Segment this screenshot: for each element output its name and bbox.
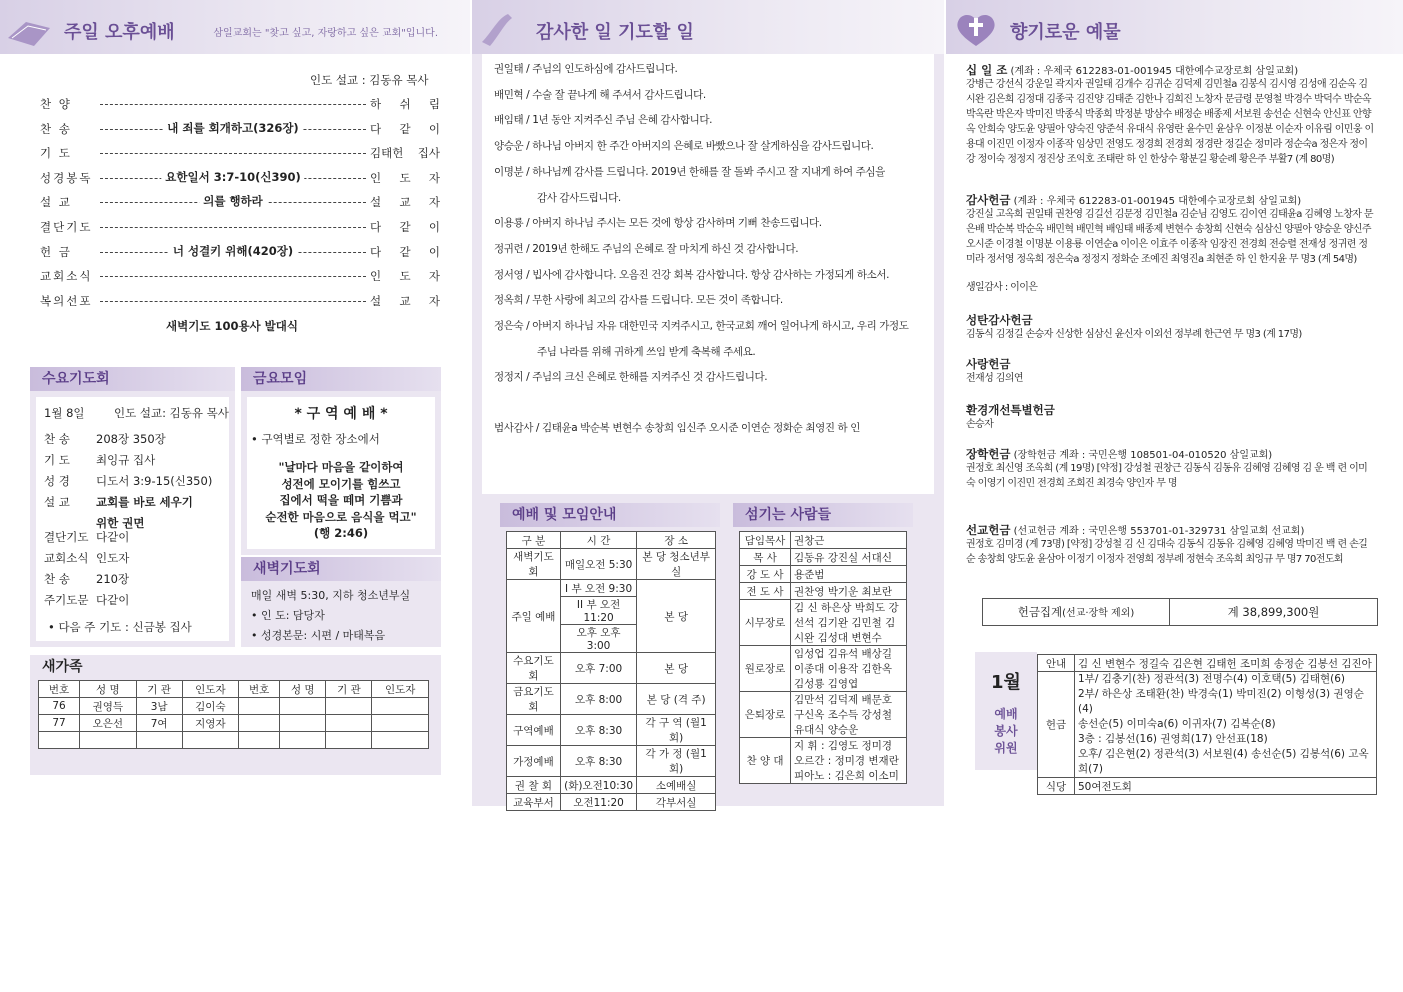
offering-title: [966, 356, 1010, 372]
table-header: 성 명: [280, 681, 326, 698]
table-cell: 각 가 정 (월1회): [637, 746, 716, 777]
offering-title: [966, 446, 1272, 462]
offering-name: 장학헌금: [966, 447, 1011, 461]
order-middle: 너 성결키 위해(420장): [169, 243, 297, 259]
duty-offering: [1075, 672, 1377, 778]
wed-next: • 다음 주 기도 : 신금봉 집사: [48, 620, 192, 634]
friday-box: [241, 367, 441, 555]
table-cell: [136, 732, 182, 749]
table-cell: [372, 732, 429, 749]
table-cell: 지영자: [182, 715, 238, 732]
table-cell: [280, 732, 326, 749]
heart-cross-icon: [952, 8, 1000, 48]
dawn-title: 새벽기도회: [241, 557, 441, 581]
order-row: [40, 219, 440, 235]
order-row: [40, 121, 440, 137]
table-row: [740, 738, 907, 784]
table-cell: [372, 715, 429, 732]
wed-key: 주기도문: [44, 593, 89, 607]
table-cell: [326, 715, 372, 732]
duty-meal: 50여전도회: [1075, 778, 1377, 795]
table-row: [507, 777, 716, 794]
offering-line: 송선순(5) 이미숙a(6) 이귀자(7) 김복순(8): [1078, 718, 1276, 730]
offering-names: 권정호 최신영 조옥희 (계 19명) [약정] 강성철 권창근 김동식 김동유 김혜영 김혜영 김 운 백 련 이미숙 이영기 이진민 전경희 조희진 최경숙 양인자 무 명: [966, 463, 1368, 489]
wed-key: 기 도: [44, 453, 70, 467]
offering-title: [966, 62, 1298, 78]
offering-account: (계좌 : 우체국 612283-01-001945 대한예수교장로회 삼일교회): [1010, 196, 1302, 207]
table-cell: 가정예배: [507, 746, 561, 777]
order-label: 찬 양: [40, 97, 72, 111]
table-row: [740, 566, 907, 583]
offering-names: 손승자: [966, 419, 994, 430]
dawn-line: • 인 도: 담당자: [251, 609, 325, 622]
order-dash: [100, 275, 366, 277]
servant-names: 용준범: [791, 566, 907, 583]
table-cell: [239, 732, 280, 749]
table-header: 인도자: [372, 681, 429, 698]
offering-total: [982, 598, 1378, 626]
table-cell: 구역예배: [507, 715, 561, 746]
verse-line: "날마다 마음을 같이하여: [278, 460, 404, 474]
service-leader: 인도 설교 : 김동유 목사: [310, 73, 429, 87]
order-dash: [100, 194, 366, 209]
verse-line: 집에서 떡을 떼며 기쁨과: [279, 493, 403, 507]
table-row: [740, 692, 907, 738]
table-row: [39, 698, 429, 715]
thanks-item: 정옥희 / 무한 사랑에 최고의 감사를 드립니다. 모든 것이 족합니다.: [494, 294, 783, 307]
table-cell: 각부서실: [637, 794, 716, 811]
wed-date: 1월 8일: [44, 406, 85, 420]
offering-name: 십 일 조: [966, 63, 1008, 77]
order-label: 복의선포: [40, 293, 93, 308]
servant-names: 지 휘 : 김영도 정미경 오르간 : 정미경 변재란 피아노 : 김은희 이소미: [791, 738, 907, 784]
table-header: 시 간: [560, 532, 636, 549]
verse-line: (행 2:46): [313, 526, 369, 540]
servant-names: 권찬영 박기운 최보란: [791, 583, 907, 600]
wed-value: 인도자: [96, 551, 130, 565]
offering-account: (장학헌금 계좌 : 국민은행 108501-04-010520 삼일교회): [1010, 450, 1273, 461]
order-right: 다 같 이: [370, 244, 440, 259]
wed-key: 결단기도: [44, 530, 89, 544]
offering-name: 사랑헌금: [966, 357, 1011, 371]
servant-names: 김만석 김덕제 배문호 구신옥 조수득 강성철 유대식 양승운: [791, 692, 907, 738]
duty-table: [1037, 654, 1377, 795]
thanks-item: 배임태 / 1년 동안 지켜주신 주님 은혜 감사합니다.: [494, 114, 713, 127]
table-cell: 새벽기도회: [507, 549, 561, 580]
thanks-item: 이용룡 / 아버지 하나님 주시는 모든 것에 항상 감사하며 기뻐 찬송드립니다.: [494, 217, 822, 230]
wed-value: 최잉규 집사: [96, 453, 156, 467]
table-cell: 매일오전 5:30: [560, 549, 636, 580]
wed-value: 210장: [96, 572, 130, 586]
table-cell: [39, 732, 80, 749]
order-dash: [100, 152, 366, 154]
table-header: 장 소: [637, 532, 716, 549]
order-right: 하 쉬 림: [370, 97, 440, 111]
table-cell: [239, 715, 280, 732]
guide-table: [506, 531, 716, 811]
table-cell: 각 구 역 (월1회): [637, 715, 716, 746]
servant-role: 강 도 사: [740, 566, 791, 583]
duty-box: [975, 652, 1037, 770]
wed-value: 위한 권면: [96, 516, 145, 530]
table-cell: 본 당: [637, 580, 716, 653]
table-cell: 권영득: [80, 698, 136, 715]
order-dash: [100, 120, 366, 135]
dawn-event: 새벽기도 100용사 발대식: [166, 319, 298, 333]
table-cell: [182, 732, 238, 749]
table-row: [1038, 672, 1377, 778]
table-header: 기 관: [136, 681, 182, 698]
order-label: 결단기도: [40, 220, 93, 234]
table-header: 구 분: [507, 532, 561, 549]
guide-box: [500, 503, 720, 809]
table-row: [507, 532, 716, 549]
total-label: 헌금집계: [1017, 605, 1063, 619]
thanks-item: 배민혁 / 수술 잘 끝나게 해 주셔서 감사드립니다.: [494, 88, 706, 101]
table-row: [507, 715, 716, 746]
table-row: [1038, 778, 1377, 795]
duty-month: 1월: [991, 672, 1021, 693]
table-cell: 오후 8:30: [560, 746, 636, 777]
table-row: [507, 746, 716, 777]
offering-account: (선교헌금 계좌 : 국민은행 553701-01-329731 삼일교회 선교회): [1010, 526, 1305, 537]
order-right: 인 도 자: [370, 170, 440, 185]
table-row: [507, 580, 716, 597]
order-right: 다 같 이: [370, 220, 440, 234]
order-row: [40, 145, 440, 161]
table-row: [39, 732, 429, 749]
servant-names: 권창근: [791, 532, 907, 549]
verse-line: 성전에 모이기를 힘쓰고: [281, 476, 401, 491]
table-cell: 수요기도회: [507, 653, 561, 684]
friday-place: • 구역별로 정한 장소에서: [251, 432, 380, 446]
servants-box: [733, 503, 913, 782]
servant-role: 담임목사: [740, 532, 791, 549]
order-label: 설 교: [40, 195, 72, 210]
offering-name: 환경개선특별헌금: [966, 403, 1055, 417]
offering-title: [966, 312, 1033, 328]
table-header: 번호: [239, 681, 280, 698]
servant-names: 임성업 김유석 배상길 이종대 이용작 김한옥 김성룡 김영엽: [791, 646, 907, 692]
friday-heading: * 구 역 예 배 *: [294, 406, 388, 422]
sunday-header: [0, 0, 470, 54]
servant-role: 찬 양 대: [740, 738, 791, 784]
duty-label: 헌금: [1038, 672, 1075, 778]
offering-line: 2부/ 하은상 조태환(찬) 박경숙(1) 박미진(2) 이형성(3) 권영순(4): [1078, 688, 1364, 715]
total-value: 계 38,899,300원: [1227, 605, 1320, 619]
thanks-item: 감사 감사드립니다.: [537, 191, 621, 204]
offering-names: 권정호 김미경 (계 73명) [약정] 강성철 김 신 김대숙 김동식 김동유 김혜영 김혜영 박미진 백 련 손길순 송창희 양도윤 윤삼아 이정기 이정자 전영희 정부례 정현숙 조옥희 최잉규 무 명7 70전도회: [966, 539, 1368, 565]
thanks-item: 주님 나라를 위해 귀하게 쓰임 받게 축복해 주세요.: [537, 345, 756, 358]
wed-key: 찬 송: [44, 432, 70, 446]
order-row: [40, 194, 440, 210]
offering-names: 강진실 고옥희 권일태 권찬영 김길선 김문정 김민철a 김순님 김영도 김이연 김태윤a 김혜영 노창자 문은배 박순복 박순옥 배민혁 배민혁 배임태 배종제 변현수 송창희 신현숙 심삼신 양필아 양승운 양신주 오시준 이경철 이명분 이용룡 이연순a 이이은 이효주 이종작 임장진 전경희 전승렬 전재성 정귀련 정미라 정서영 정옥희 정은숙a 정정지 정화순 조예진 최영진a 최현준 하 인 한지윤 무 명3 (계 54명): [966, 209, 1373, 265]
wed-key: 설 교: [44, 495, 70, 509]
offering-title: 향기로운 예물: [1010, 22, 1121, 43]
page-title: 주일 오후예배: [64, 22, 175, 43]
dawn-line: 매일 새벽 5:30, 지하 청소년부실: [251, 589, 411, 602]
order-row: [40, 244, 440, 260]
order-label: 교회소식: [40, 269, 93, 284]
thanks-item: 권일태 / 주님의 인도하심에 감사드립니다.: [494, 63, 678, 75]
order-label: 성경봉독: [40, 170, 93, 185]
table-cell: [280, 715, 326, 732]
table-cell: 오후 오후 3:00: [560, 625, 636, 653]
order-label: 헌 금: [40, 244, 72, 259]
order-right: 설 교 자: [370, 293, 440, 308]
table-cell: 7여: [136, 715, 182, 732]
prayer-header: [472, 0, 944, 54]
table-row: [507, 794, 716, 811]
order-label: 기 도: [40, 146, 72, 161]
table-cell: I 부 오전 9:30: [560, 580, 636, 597]
table-cell: 본 당: [637, 653, 716, 684]
table-row: [740, 646, 907, 692]
table-cell: [280, 698, 326, 715]
offering-line: 1부/ 김충기(찬) 정관석(3) 전명수(4) 이호택(5) 김태현(6): [1078, 673, 1346, 685]
thanks-item: 정정지 / 주님의 크신 은혜로 한해를 지켜주신 것 감사드립니다.: [494, 371, 768, 384]
table-cell: 오후 7:00: [560, 653, 636, 684]
table-cell: 오은선: [80, 715, 136, 732]
offering-line: 오후/ 김은현(2) 정관석(3) 서보원(4) 송선순(5) 김봉석(6) 고옥희(7): [1078, 748, 1369, 775]
wed-key: 교회소식: [44, 551, 89, 565]
newfamily-table: [38, 680, 429, 749]
table-header: 인도자: [182, 681, 238, 698]
church-motto: 삼일교회는 "찾고 싶고, 자랑하고 싶은 교회"입니다.: [213, 28, 438, 39]
thanks-item: 정은숙 / 아버지 하나님 자유 대한민국 지켜주시고, 한국교회 깨어 일어나게 하시고, 우리 가정도: [494, 320, 909, 332]
wed-value: 208장 350장: [96, 432, 166, 446]
sunday-label: 주일 예배: [507, 580, 561, 653]
offering-name: 감사헌금: [966, 193, 1011, 207]
wed-key: 성 경: [44, 474, 70, 488]
wed-leader: 인도 설교: 김동유 목사: [114, 406, 229, 420]
servant-names: 김동유 강진실 서대신: [791, 549, 907, 566]
praying-hands-icon: [478, 8, 526, 48]
order-row: [40, 268, 440, 284]
duty-title: 예배 봉사 위원: [994, 707, 1018, 755]
table-row: [740, 583, 907, 600]
duty-guide: 김 신 변현수 정길숙 김은현 김태헌 조미희 송정순 김봉선 김진아: [1075, 655, 1377, 672]
wed-value: 교회를 바로 세우기: [96, 495, 193, 509]
order-right: 김태헌 집사: [370, 146, 440, 161]
prayer-title: 감사한 일 기도할 일: [536, 22, 694, 43]
table-cell: 오후 8:00: [560, 684, 636, 715]
duty-label: 안내: [1038, 655, 1075, 672]
thanks-item: 양승운 / 하나님 아버지 한 주간 아버지의 은혜로 바빴으나 잘 살게하심을 감사드립니다.: [494, 140, 874, 153]
table-cell: [80, 732, 136, 749]
table-header: 기 관: [326, 681, 372, 698]
order-middle: 내 죄를 회개하고(326장): [163, 120, 302, 136]
order-label: 찬 송: [40, 121, 72, 136]
table-cell: 교육부서: [507, 794, 561, 811]
table-row: [740, 532, 907, 549]
offering-name: 선교헌금: [966, 523, 1011, 537]
table-cell: (화)오전10:30: [560, 777, 636, 794]
table-cell: 오후 8:30: [560, 715, 636, 746]
servant-role: 전 도 사: [740, 583, 791, 600]
table-row: [740, 600, 907, 646]
thanks-item: 정서영 / 빕사에 감사합니다. 오음진 건강 회복 감사합니다. 항상 감사하는 가정되게 하소서.: [494, 268, 890, 281]
table-cell: 권 찰 회: [507, 777, 561, 794]
table-cell: 3남: [136, 698, 182, 715]
order-dash: [100, 243, 366, 258]
table-cell: [326, 698, 372, 715]
table-cell: 김이숙: [182, 698, 238, 715]
order-dash: [100, 103, 366, 105]
table-cell: [372, 698, 429, 715]
table-header: 성 명: [80, 681, 136, 698]
newfamily-box: [30, 655, 441, 775]
order-row: [40, 96, 440, 112]
offering-line: 3층 : 김봉선(16) 권영희(17) 안선표(18): [1078, 733, 1268, 745]
order-row: [40, 170, 440, 186]
servant-names: 김 신 하은상 박희도 강선석 김기완 김민철 김시완 김성대 변현수: [791, 600, 907, 646]
table-row: [1038, 655, 1377, 672]
offering-names: 김동식 김정길 손승자 신상한 심삼신 윤신자 이외선 정부례 한근연 무 명3 (계 17명): [966, 329, 1302, 340]
newfamily-title: 새가족: [42, 659, 83, 675]
order-dash: [100, 226, 366, 228]
table-cell: 76: [39, 698, 80, 715]
servant-role: 목 사: [740, 549, 791, 566]
order-right: 인 도 자: [370, 269, 440, 284]
table-cell: II 부 오전11:20: [560, 597, 636, 625]
thanks-item: 정귀련 / 2019년 한해도 주님의 은혜로 잘 마치게 하신 것 감사합니다.: [494, 242, 799, 255]
wed-key: 찬 송: [44, 572, 70, 586]
table-row: [507, 684, 716, 715]
friday-title: 금요모임: [241, 367, 441, 391]
table-cell: 본 당 청소년부실: [637, 549, 716, 580]
dawn-line: • 성경본문: 시편 / 마태복음: [251, 629, 386, 642]
servant-role: 원로장로: [740, 646, 791, 692]
wed-value: 디도서 3:9-15(신350): [96, 474, 213, 488]
order-right: 설 교 자: [370, 195, 440, 210]
verse-line: 순전한 마음으로 음식을 먹고": [265, 509, 417, 524]
table-cell: 소예배실: [637, 777, 716, 794]
table-row: [39, 715, 429, 732]
servants-table: [739, 531, 907, 784]
guide-title: 예배 및 모임안내: [500, 503, 720, 527]
thanks-item: 이명분 / 하나님께 감사를 드립니다. 2019년 한해를 잘 돌봐 주시고 잘 지내게 하여 주심을: [494, 165, 885, 178]
wed-value: 다같이: [96, 593, 130, 607]
dawn-box: [241, 557, 441, 647]
table-cell: 금요기도회: [507, 684, 561, 715]
order-row: [40, 293, 440, 309]
table-cell: [239, 698, 280, 715]
offering-names: 강병근 강선식 강운일 곽지자 권일태 김개수 김귀순 김덕제 김민철a 김봉식 김시영 김성애 김순옥 김시완 김은희 김정대 김종국 김진양 김태준 김한나 김희진 노창자 문금령 문영철 박경수 박덕수 박순옥 박옥란 박은자 박미진 박종식 박종희 박정분 방삼수 배정순 배종제 서보원 송선순 신현숙 안신표 안향옥 안희숙 양도윤 양필아 양숙진 양준석 유대식 유영란 윤수민 윤삼우 이정분 이순자 이유림 이민웅 이용대 이진민 이정자 이종작 임상민 전영도 정경희 전경희 정경란 정길순 정미라 정순숙a 정은자 정이강 정이숙 정정지 정진상 조익호 조태란 하 인 한상수 황분길 황순례 황은주 부활7 (계 80명): [966, 79, 1374, 165]
table-row: [507, 653, 716, 684]
offering-account: (계좌 : 우체국 612283-01-001945 대한예수교장로회 삼일교회): [1007, 66, 1299, 77]
duty-label: 식당: [1038, 778, 1075, 795]
column-sunday: [0, 0, 470, 992]
offering-title: [966, 192, 1301, 208]
servant-role: 은퇴장로: [740, 692, 791, 738]
order-middle: 의를 행하라: [199, 193, 267, 209]
offering-title: [966, 402, 1055, 418]
order-dash: [100, 169, 366, 184]
table-row: [740, 549, 907, 566]
offering-extra: 생일감사 : 이이은: [966, 282, 1038, 293]
offering-name: 성탄감사헌금: [966, 313, 1033, 327]
servant-role: 시무장로: [740, 600, 791, 646]
bless-line: 범사감사 / 김태윤a 박순복 변현수 송창희 임신주 오시준 이연순 정화순 최영진 하 인: [494, 422, 860, 434]
order-dash: [100, 300, 366, 302]
offering-header: [946, 0, 1403, 54]
servants-title: 섬기는 사람들: [733, 503, 913, 527]
order-right: 다 같 이: [370, 121, 440, 136]
total-note: (선교·장학 제외): [1062, 608, 1135, 619]
order-middle: 요한일서 3:7-10(신390): [161, 169, 304, 185]
table-cell: 77: [39, 715, 80, 732]
wednesday-box: [30, 367, 235, 647]
wed-value: 다같이: [96, 530, 130, 544]
table-row: [507, 549, 716, 580]
table-cell: [326, 732, 372, 749]
table-cell: 오전11:20: [560, 794, 636, 811]
table-header: 번호: [39, 681, 80, 698]
book-icon: [6, 8, 54, 48]
wednesday-title: 수요기도회: [30, 367, 235, 391]
offering-names: 전재성 김의연: [966, 373, 1023, 384]
table-cell: 본 당 (격 주): [637, 684, 716, 715]
offering-title: [966, 522, 1304, 538]
